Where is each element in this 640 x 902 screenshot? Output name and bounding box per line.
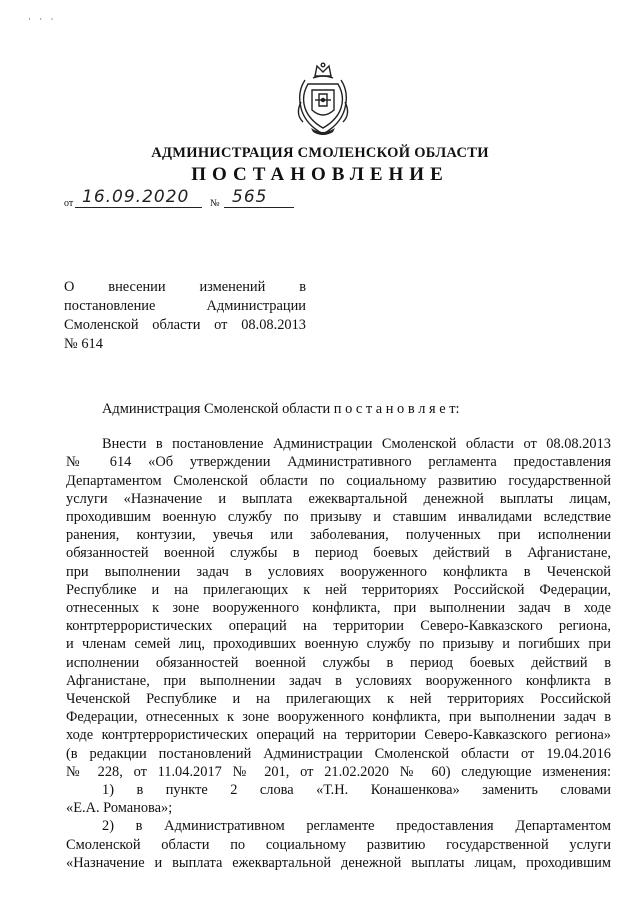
body-line: обязанностей военной службы в период боевых действий в Афганистане, xyxy=(66,545,611,562)
body-line: услуги «Назначение и выплата ежеквартальной денежной выплаты лицам, xyxy=(66,490,611,507)
body-line: исполнении обязанностей военной службы в период боевых действий в xyxy=(66,654,611,671)
number-label: № xyxy=(210,198,220,209)
list-item-1-cont: «Е.А. Романова»; xyxy=(66,800,173,817)
handwritten-number: 565 xyxy=(232,187,268,207)
body-line: Афганистане, при выполнении задач в условиях вооруженного конфликта в xyxy=(66,672,611,689)
date-underline xyxy=(75,207,202,208)
subject-line: № 614 xyxy=(64,336,103,352)
body-line: № 614 «Об утверждении Административного регламента предоставления xyxy=(66,454,611,471)
body-line: Смоленской области по социальному развитию государственной услуги xyxy=(66,836,611,853)
body-line: при выполнении задач в условиях вооруженного конфликта в Чеченской xyxy=(66,563,611,580)
body-line: «Назначение и выплата ежеквартальной денежной выплаты лицам, проходившим xyxy=(66,854,611,871)
list-item-2: 2) в Административном регламенте предоставления Департаментом xyxy=(102,818,611,835)
body-line: ранения, контузии, увечья или заболевания, полученных при исполнении xyxy=(66,527,611,544)
resolution-intro: Администрация Смоленской области п о с т а н о в л я е т: xyxy=(102,401,460,417)
subject-line: постановление Администрации xyxy=(64,298,306,314)
scan-corner-marks: · · · xyxy=(28,14,57,24)
document-body xyxy=(66,400,611,872)
body-line: Федерации, отнесенных к зоне вооруженного конфликта, при выполнении задач в xyxy=(66,709,611,726)
body-line: Республике и на прилегающих к ней территориях Российской Федерации, xyxy=(66,581,611,598)
handwritten-date: 16.09.2020 xyxy=(82,187,190,207)
body-line: и членам семей лиц, проходивших военную службу по призыву и погибших при xyxy=(66,636,611,653)
document-subject xyxy=(64,278,306,354)
body-line: Чеченской Республике и на прилегающих к ней территориях Российской xyxy=(66,691,611,708)
subject-line: Смоленской области от 08.08.2013 xyxy=(64,317,306,333)
body-line: проходившим военную службу по призыву и ставшим инвалидами вследствие xyxy=(66,509,611,526)
subject-line: О внесении изменений в xyxy=(64,279,306,295)
list-item-1: 1) в пункте 2 слова «Т.Н. Конашенкова» заменить словами xyxy=(102,782,611,799)
organization-title: АДМИНИСТРАЦИЯ СМОЛЕНСКОЙ ОБЛАСТИ xyxy=(151,145,489,161)
document-date-number xyxy=(64,188,304,212)
date-label: от xyxy=(64,198,74,209)
body-line: контртеррористических операций на территории Северо-Кавказского региона, xyxy=(66,618,611,635)
body-line: № 228, от 11.04.2017 № 201, от 21.02.2020 № 60) следующие изменения: xyxy=(66,763,611,780)
number-underline xyxy=(224,207,294,208)
document-type-title: ПОСТАНОВЛЕНИЕ xyxy=(191,164,449,185)
body-line: отнесенных к зоне вооруженного конфликта, при выполнении задач в ходе xyxy=(66,600,611,617)
body-line: Внести в постановление Администрации Смоленской области от 08.08.2013 xyxy=(102,436,611,453)
body-line: Департаментом Смоленской области по социальному развитию государственной xyxy=(66,472,611,489)
body-line: ходе контртеррористических операций на территории Северо-Кавказского региона» xyxy=(66,727,611,744)
coat-of-arms-emblem xyxy=(293,62,353,138)
body-line: (в редакции постановлений Администрации Смоленской области от 19.04.2016 xyxy=(66,745,611,762)
